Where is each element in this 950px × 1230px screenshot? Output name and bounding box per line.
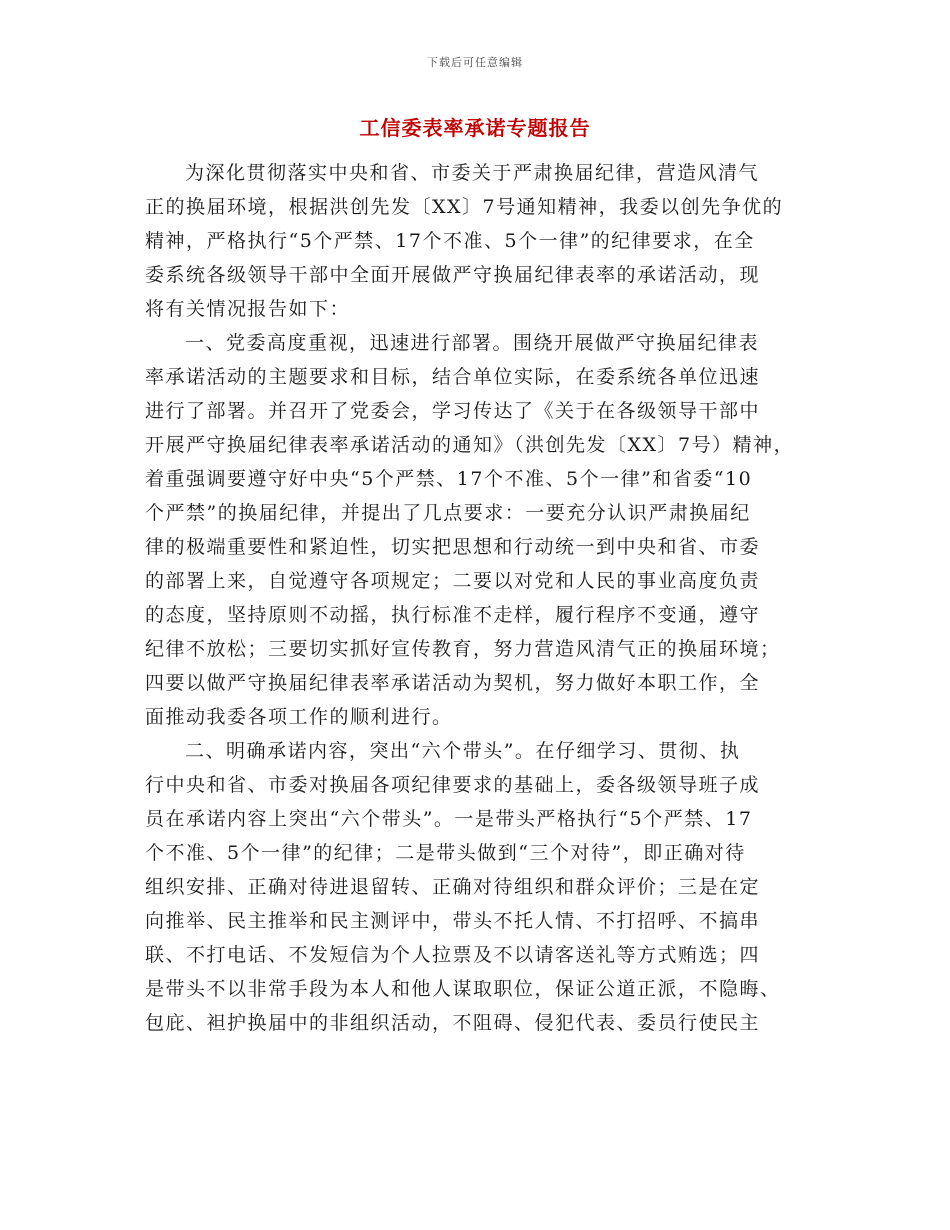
- paragraph-line: 的态度，坚持原则不动摇，执行标准不走样，履行程序不变通，遵守: [145, 604, 761, 626]
- paragraph-line: 委系统各级领导干部中全面开展做严守换届纪律表率的承诺活动，现: [145, 264, 761, 286]
- paragraph-line: 为深化贯彻落实中央和省、市委关于严肃换届纪律，营造风清气: [185, 162, 760, 184]
- paragraph-line: 精神，严格执行“5个严禁、17个不准、5个一律”的纪律要求，在全: [145, 230, 755, 252]
- paragraph-line: 正的换届环境，根据洪创先发〔XX〕7号通知精神，我委以创先争优的: [145, 196, 784, 218]
- paragraph-line: 纪律不放松；三要切实抓好宣传教育，努力营造风清气正的换届环境；: [145, 638, 781, 660]
- paragraph-line: 开展严守换届纪律表率承诺活动的通知》（洪创先发〔XX〕7号）精神，: [145, 434, 795, 456]
- paragraph-line: 面推动我委各项工作的顺利进行。: [145, 706, 453, 728]
- paragraph-line: 向推举、民主推举和民主测评中，带头不托人情、不打招呼、不搞串: [145, 910, 761, 932]
- paragraph-line: 律的极端重要性和紧迫性，切实把思想和行动统一到中央和省、市委: [145, 536, 761, 558]
- paragraph-line: 组织安排、正确对待进退留转、正确对待组织和群众评价；三是在定: [145, 876, 761, 898]
- paragraph-line: 一、党委高度重视，迅速进行部署。围绕开展做严守换届纪律表: [185, 332, 760, 354]
- paragraph-line: 着重强调要遵守好中央“5个严禁、17个不准、5个一律”和省委“10: [145, 468, 753, 490]
- paragraph-line: 四要以做严守换届纪律表率承诺活动为契机，努力做好本职工作，全: [145, 672, 761, 694]
- paragraph-line: 是带头不以非常手段为本人和他人谋取职位，保证公道正派，不隐晦、: [145, 978, 781, 1000]
- paragraph-line: 将有关情况报告如下：: [145, 298, 351, 320]
- document-title: 工信委表率承诺专题报告: [359, 116, 591, 140]
- document-body: [145, 156, 813, 1040]
- paragraph-line: 的部署上来，自觉遵守各项规定；二要以对党和人民的事业高度负责: [145, 570, 761, 592]
- page-header-note: 下载后可任意编辑: [427, 56, 523, 69]
- paragraph-line: 包庇、袒护换届中的非组织活动，不阻碍、侵犯代表、委员行使民主: [145, 1012, 761, 1034]
- paragraph-line: 个严禁”的换届纪律，并提出了几点要求：一要充分认识严肃换届纪: [145, 502, 751, 524]
- paragraph-line: 个不准、5个一律”的纪律；二是带头做到“三个对待”，即正确对待: [145, 842, 746, 864]
- paragraph-line: 进行了部署。并召开了党委会，学习传达了《关于在各级领导干部中: [145, 400, 761, 422]
- paragraph-line: 率承诺活动的主题要求和目标，结合单位实际，在委系统各单位迅速: [145, 366, 761, 388]
- paragraph-line: 二、明确承诺内容，突出“六个带头”。在仔细学习、贯彻、执: [185, 740, 741, 762]
- paragraph-line: 联、不打电话、不发短信为个人拉票及不以请客送礼等方式贿选；四: [145, 944, 761, 966]
- paragraph-line: 行中央和省、市委对换届各项纪律要求的基础上，委各级领导班子成: [145, 774, 761, 796]
- paragraph-line: 员在承诺内容上突出“六个带头”。一是带头严格执行“5个严禁、17: [145, 808, 753, 830]
